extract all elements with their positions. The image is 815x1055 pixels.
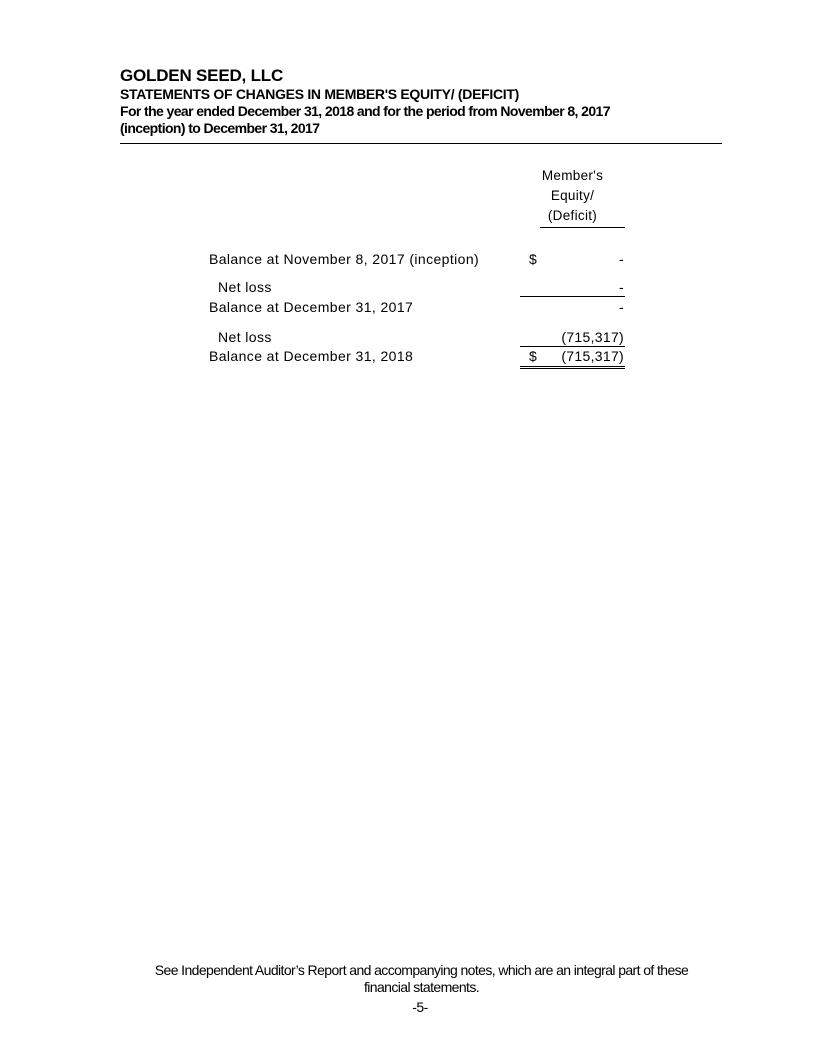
row-amount-net-loss-2018: (715,317) (561, 329, 624, 345)
header-divider (120, 143, 722, 144)
statement-title: STATEMENTS OF CHANGES IN MEMBER'S EQUITY/ (DEFICIT) (120, 86, 519, 102)
statement-header (120, 66, 722, 137)
footer-note (100, 962, 743, 996)
subtotal-rule-2017 (520, 296, 625, 297)
row-label-net-loss-2017: Net loss (218, 279, 272, 295)
page-number: -5- (412, 999, 428, 1015)
footer-note-line1: See Independent Auditor’s Report and accompanying notes, which are an integral part of these (154, 962, 689, 978)
statement-period-line1: For the year ended December 31, 2018 and for the period from November 8, 2017 (120, 103, 610, 119)
column-header-members-equity (520, 166, 625, 226)
column-header-line2: Equity/ (550, 188, 595, 203)
statement-period-line2: (inception) to December 31, 2017 (120, 120, 320, 136)
row-label-balance-inception: Balance at November 8, 2017 (inception) (209, 251, 480, 267)
row-currency-balance-inception: $ (529, 251, 537, 267)
row-amount-balance-2017: - (619, 299, 624, 315)
total-double-rule (520, 366, 625, 369)
row-amount-net-loss-2017: - (619, 279, 624, 295)
row-currency-balance-2018: $ (529, 348, 537, 364)
row-label-net-loss-2018: Net loss (218, 329, 272, 345)
column-header-line3: (Deficit) (547, 208, 598, 223)
row-amount-balance-inception: - (619, 251, 624, 267)
column-header-line1: Member's (541, 168, 604, 183)
company-name: GOLDEN SEED, LLC (120, 66, 284, 85)
row-label-balance-2017: Balance at December 31, 2017 (209, 299, 414, 315)
column-header-underline (540, 227, 625, 228)
footer-note-line2: financial statements. (363, 979, 480, 995)
row-label-balance-2018: Balance at December 31, 2018 (209, 348, 414, 364)
row-amount-balance-2018: (715,317) (561, 348, 624, 364)
